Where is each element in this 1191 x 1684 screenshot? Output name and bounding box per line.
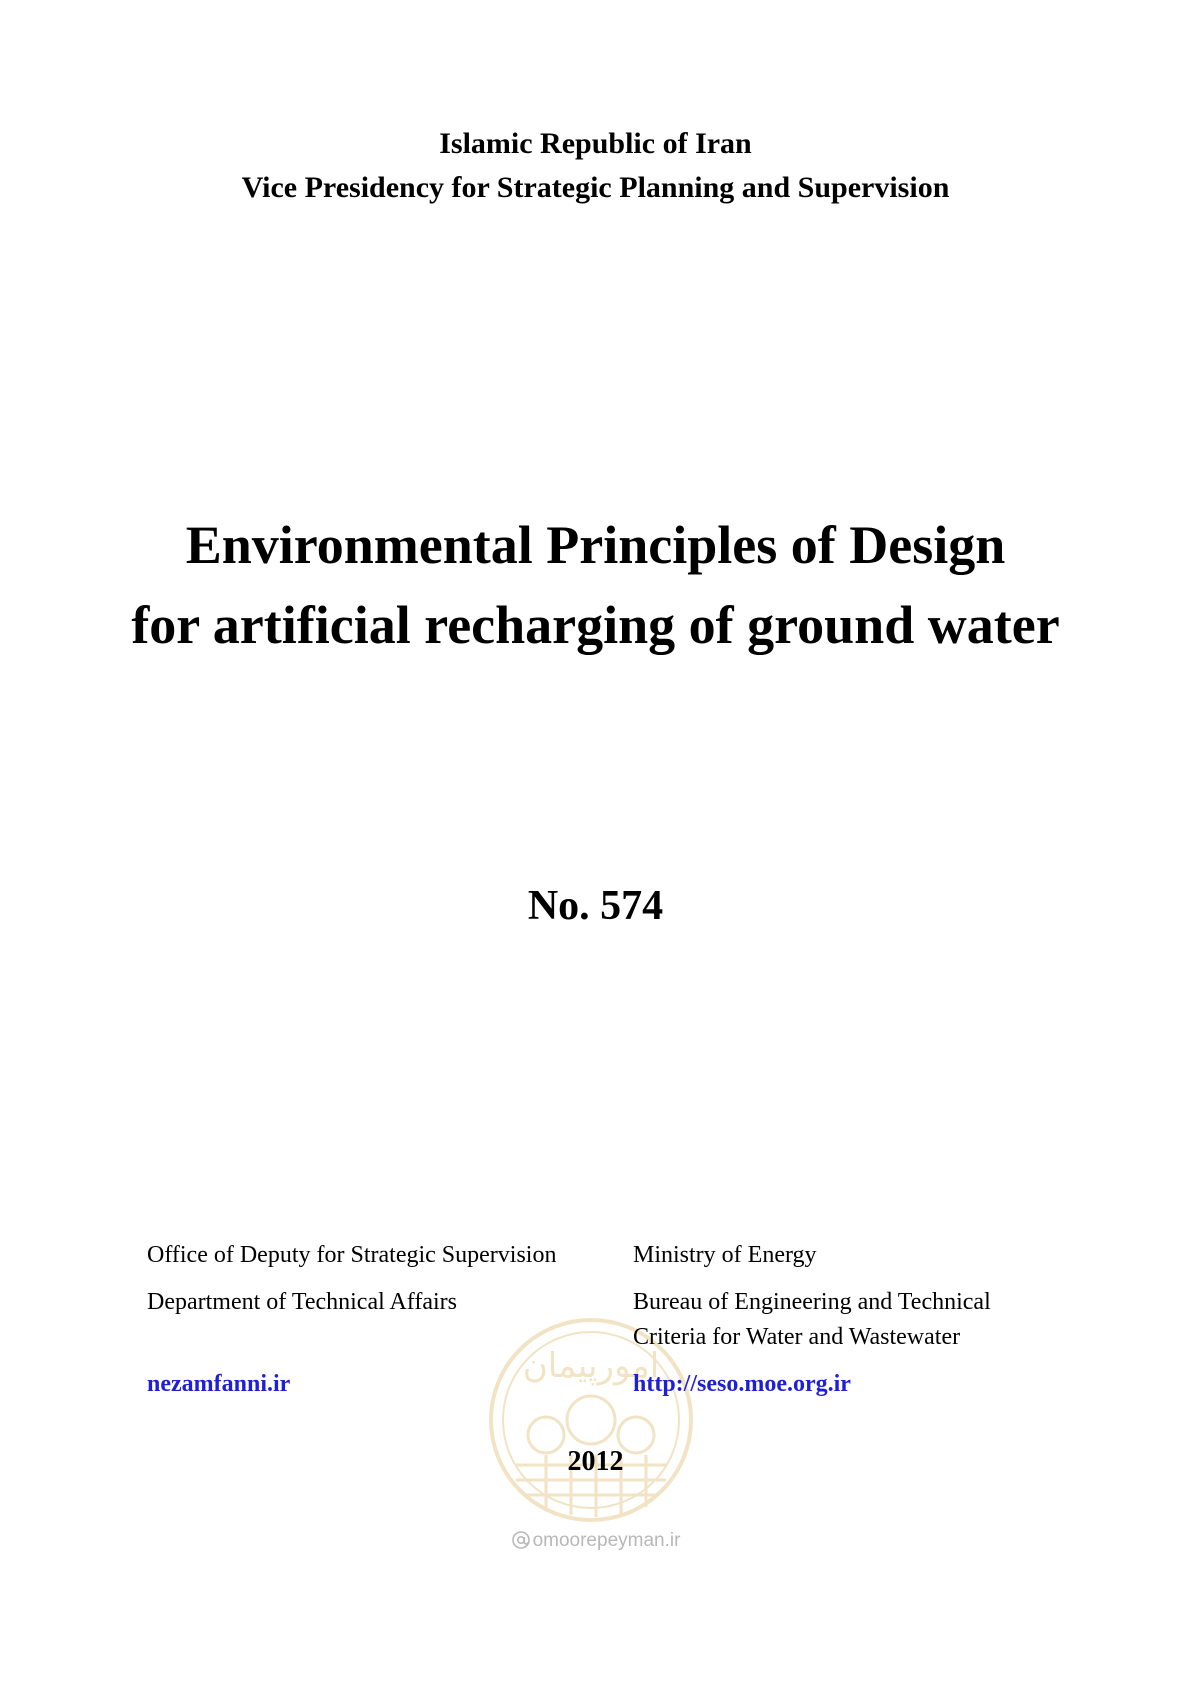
title-line-2: for artificial recharging of ground water: [131, 595, 1060, 655]
issuing-authority: Vice Presidency for Strategic Planning and Supervision: [241, 171, 950, 204]
watermark-text: omoorepeyman.ir: [532, 1530, 681, 1551]
document-title: [0, 505, 1191, 665]
department-name: Department of Technical Affairs: [147, 1289, 457, 1315]
bureau-name-line-1: Bureau of Engineering and Technical: [633, 1289, 991, 1315]
watermark: [0, 1530, 1191, 1552]
issuer-left-column: [147, 1238, 617, 1402]
bureau-name-line-2: Criteria for Water and Wastewater: [633, 1324, 961, 1350]
seal-lettering: امورپیمان: [522, 1346, 660, 1386]
title-line-1: Environmental Principles of Design: [185, 515, 1006, 575]
issuer-right-column: [633, 1238, 1083, 1402]
country-name: Islamic Republic of Iran: [439, 127, 752, 160]
seso-moe-link[interactable]: http://seso.moe.org.ir: [633, 1371, 851, 1397]
office-name: Office of Deputy for Strategic Supervision: [147, 1242, 557, 1268]
nezamfanni-link[interactable]: nezamfanni.ir: [147, 1371, 291, 1397]
at-sign-icon: [511, 1530, 531, 1550]
publication-year: 2012: [567, 1446, 624, 1477]
document-header: [0, 122, 1191, 210]
ministry-name: Ministry of Energy: [633, 1242, 817, 1268]
document-number: No. 574: [527, 883, 664, 929]
